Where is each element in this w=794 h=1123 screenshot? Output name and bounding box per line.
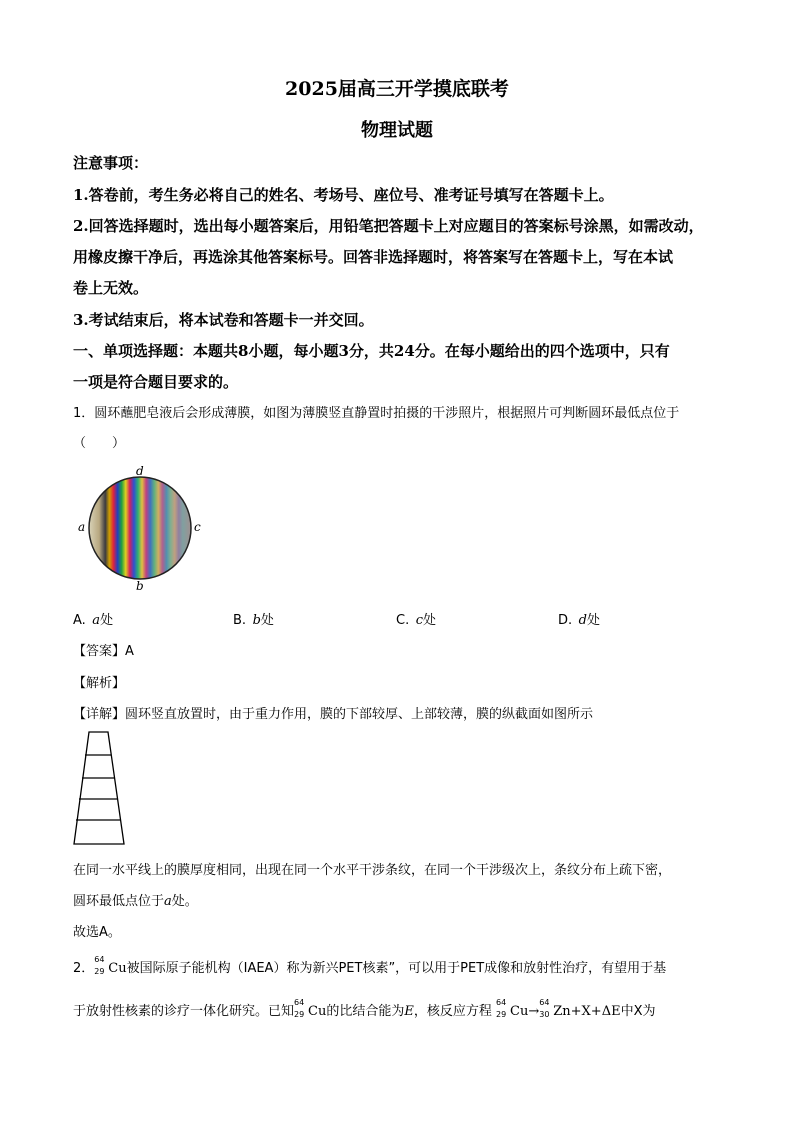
option-b[interactable]: B. b处 [233, 613, 274, 628]
section-heading-line2: 一项是符合题目要求的。 [73, 373, 239, 391]
q2-line1: 2． 64 29 Cu被国际原子能机构（IAEA）称为新兴PET核素”，可以用于PET成像和放射性治疗，有望用于基 [73, 955, 667, 976]
q1-stem-line2: （ ） [73, 436, 126, 451]
notes-heading: 注意事项： [73, 154, 149, 172]
isotope-zn64: 64 30 [539, 998, 550, 1019]
option-c[interactable]: C. c处 [396, 613, 437, 628]
q2-line2: 于放射性核素的诊疗一体化研究。已知 64 29 Cu的比结合能为E，核反应方程 64 29 Cu→ 64 30 Zn+X+ΔE中X为 [73, 998, 656, 1019]
notes-item-3: 3.考试结束后，将本试卷和答题卡一并交回。 [73, 311, 374, 329]
option-d[interactable]: D. d处 [558, 613, 600, 628]
notes-item-1: 1.答卷前，考生务必将自己的姓名、考场号、座位号、准考证号填写在答题卡上。 [73, 186, 614, 204]
notes-item-2b: 用橡皮擦干净后，再选涂其他答案标号。回答非选择题时，将答案写在答题卡上，写在本试 [73, 248, 674, 266]
isotope-cu64-b: 64 29 [294, 998, 305, 1019]
option-a[interactable]: A. a处 [73, 613, 114, 628]
interference-figure [70, 460, 210, 600]
label-d: d [136, 464, 144, 478]
q1-stem-line1: 1．圆环蘸肥皂液后会形成薄膜，如图为薄膜竖直静置时拍摄的干涉照片，根据照片可判断圆环最低点位于 [73, 406, 680, 421]
isotope-cu64: 64 29 [94, 955, 105, 976]
q1-answer: 【答案】A [73, 644, 134, 659]
exam-subtitle: 物理试题 [361, 120, 433, 141]
trapezoid-diagram [72, 730, 132, 848]
exam-title: 2025届高三开学摸底联考 [285, 78, 509, 100]
label-c: c [194, 520, 201, 534]
q1-analysis: 【解析】 [73, 676, 126, 691]
notes-item-2c: 卷上无效。 [73, 279, 149, 297]
q1-detail: 【详解】圆环竖直放置时，由于重力作用，膜的下部较厚、上部较薄，膜的纵截面如图所示 [73, 707, 594, 722]
label-b: b [136, 579, 144, 593]
isotope-cu64-eq: 64 29 [496, 998, 507, 1019]
q1-explain-line2: 圆环最低点位于a处。 [73, 894, 198, 909]
q1-choose: 故选A。 [73, 925, 121, 940]
q1-options [73, 609, 753, 627]
film-cross-section-figure [72, 730, 132, 848]
reaction-arrow: → [528, 1004, 540, 1019]
label-a: a [78, 520, 86, 534]
section-heading-line1: 一、单项选择题：本题共8小题，每小题3分，共24分。在每小题给出的四个选项中，只有 [73, 342, 670, 360]
q1-explain-line1: 在同一水平线上的膜厚度相同，出现在同一个水平干涉条纹，在同一个干涉级次上，条纹分布上疏下密， [73, 863, 672, 878]
notes-item-2a: 2.回答选择题时，选出每小题答案后，用铅笔把答题卡上对应题目的答案标号涂黑，如需改动， [73, 217, 704, 235]
